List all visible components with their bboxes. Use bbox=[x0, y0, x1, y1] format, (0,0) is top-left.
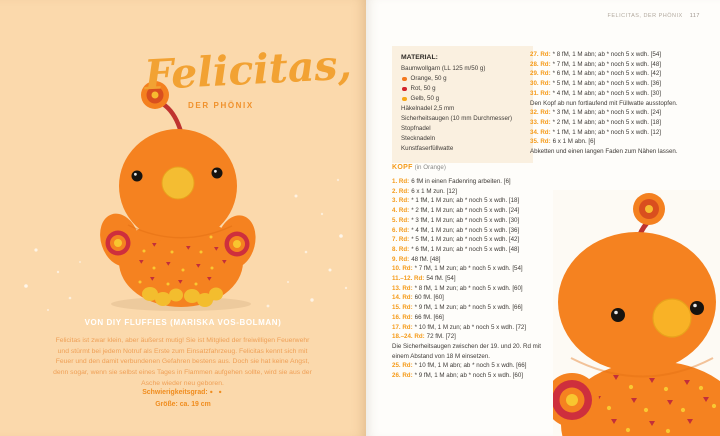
pattern-row-number: 13. Rd: bbox=[392, 284, 413, 292]
pattern-row-text: 6 fM in einen Fadenring arbeiten. [6] bbox=[411, 178, 511, 185]
pattern-column-2 bbox=[530, 50, 714, 157]
yarn-color-dot-icon bbox=[402, 87, 407, 92]
pattern-row-number: 26. Rd: bbox=[392, 372, 413, 380]
difficulty-label: Schwierigkeitsgrad: bbox=[142, 389, 208, 396]
pattern-row bbox=[392, 187, 542, 197]
pattern-row bbox=[392, 264, 542, 274]
pattern-row-text: 72 fM. [72] bbox=[426, 333, 456, 341]
pattern-row-text: * 4 fM, 1 M zun; ab * noch 5 x wdh. [36] bbox=[411, 226, 520, 234]
pattern-row-text: * 1 fM, 1 M zun; ab * noch 5 x wdh. [18] bbox=[411, 197, 520, 205]
pattern-row-number: 10. Rd: bbox=[392, 265, 413, 273]
page-title: Felicitas, bbox=[143, 40, 353, 100]
section-header bbox=[392, 164, 446, 171]
yarn-color-list bbox=[401, 74, 524, 104]
beak-icon bbox=[653, 299, 691, 337]
pattern-row-text: 6 x 1 M abn. [6] bbox=[552, 138, 596, 146]
page-number: 117 bbox=[689, 13, 700, 19]
pattern-row bbox=[530, 108, 714, 118]
pattern-row-text: * 3 fM, 1 M zun; ab * noch 5 x wdh. [30] bbox=[411, 216, 520, 224]
pattern-row-number: 7. Rd: bbox=[392, 236, 410, 244]
pattern-row-number: 11.–12. Rd: bbox=[392, 275, 425, 283]
pattern-row-number: 14. Rd: bbox=[392, 294, 413, 302]
pattern-row bbox=[392, 293, 542, 303]
pattern-row-number: 34. Rd: bbox=[530, 128, 551, 136]
yarn-color-label: Orange, 50 g bbox=[410, 75, 447, 82]
pattern-row-number: 25. Rd: bbox=[392, 362, 413, 370]
project-meta bbox=[0, 387, 366, 410]
material-item: Stecknadeln bbox=[401, 135, 436, 142]
pattern-row bbox=[392, 313, 542, 323]
pattern-row bbox=[392, 371, 542, 381]
material-box bbox=[392, 46, 533, 163]
pattern-row-number: 18.–24. Rd: bbox=[392, 333, 425, 341]
right-page bbox=[366, 0, 720, 436]
page-subtitle: DER PHÖNIX bbox=[188, 101, 254, 110]
pattern-row bbox=[392, 361, 542, 371]
yarn-color-dot-icon bbox=[402, 77, 407, 82]
pattern-row-text: * 6 fM, 1 M abn; ab * noch 5 x wdh. [42] bbox=[552, 70, 661, 78]
pattern-row-number: 16. Rd: bbox=[392, 313, 413, 321]
phoenix-closeup-photo bbox=[553, 190, 720, 436]
designer-byline: VON DIY FLUFFIES (MARISKA VOS-BOLMAN) bbox=[84, 318, 282, 327]
material-item: Sicherheitsaugen (10 mm Durchmesser) bbox=[401, 115, 513, 122]
pattern-row-text: * 8 fM, 1 M zun; ab * noch 5 x wdh. [60] bbox=[414, 284, 523, 292]
pattern-row-text: 6 x 1 M zun. [12] bbox=[411, 187, 457, 195]
pattern-row bbox=[530, 99, 714, 109]
pattern-row-number: 1. Rd: bbox=[392, 178, 410, 185]
pattern-row-text: * 5 fM, 1 M zun; ab * noch 5 x wdh. [42] bbox=[411, 236, 520, 244]
pattern-row-number: 32. Rd: bbox=[530, 109, 551, 117]
pattern-row-number: 6. Rd: bbox=[392, 226, 410, 234]
pattern-row-number: 9. Rd: bbox=[392, 255, 410, 263]
pattern-row-text: * 4 fM, 1 M abn; ab * noch 5 x wdh. [30] bbox=[552, 89, 661, 97]
pattern-row bbox=[530, 50, 714, 60]
pattern-row bbox=[530, 137, 714, 147]
pattern-row-text: * 10 fM, 1 M abn; ab * noch 5 x wdh. [66] bbox=[414, 362, 527, 370]
pattern-row-text: * 8 fM, 1 M abn; ab * noch 5 x wdh. [54] bbox=[552, 51, 661, 58]
yarn-color-item bbox=[401, 84, 524, 94]
section-color-note: (in Orange) bbox=[414, 164, 446, 171]
tool-list bbox=[401, 104, 524, 154]
running-header bbox=[608, 13, 701, 19]
pattern-row-number: 4. Rd: bbox=[392, 207, 410, 215]
material-item: Kunstfaserfüllwatte bbox=[401, 145, 454, 152]
pattern-row-number: 2. Rd: bbox=[392, 187, 410, 195]
pattern-row-number: 28. Rd: bbox=[530, 60, 551, 68]
yarn-spec: Baumwollgarn (LL 125 m/50 g) bbox=[401, 65, 486, 72]
pattern-row bbox=[530, 128, 714, 138]
pattern-row-text: 48 fM. [48] bbox=[411, 255, 441, 263]
difficulty-line bbox=[0, 387, 366, 399]
difficulty-dots-icon: ● ● bbox=[209, 389, 224, 396]
pattern-row bbox=[392, 332, 542, 342]
yarn-color-item bbox=[401, 94, 524, 104]
pattern-row-text: * 7 fM, 1 M abn; ab * noch 5 x wdh. [48] bbox=[552, 60, 661, 68]
pattern-row bbox=[392, 206, 542, 216]
section-title: KOPF bbox=[392, 164, 413, 171]
pattern-row bbox=[392, 216, 542, 226]
pattern-row-text: 66 fM. [66] bbox=[414, 313, 444, 321]
pattern-row-text: * 5 fM, 1 M abn; ab * noch 5 x wdh. [36] bbox=[552, 80, 661, 88]
size-line: Größe: ca. 19 cm bbox=[155, 400, 211, 408]
material-item: Stopfnadel bbox=[401, 125, 431, 132]
pattern-row-number: 30. Rd: bbox=[530, 80, 551, 88]
pattern-row bbox=[530, 60, 714, 70]
pattern-row bbox=[392, 245, 542, 255]
pattern-row-text: * 10 fM, 1 M zun; ab * noch 5 x wdh. [72] bbox=[414, 323, 527, 331]
pattern-row-number: 29. Rd: bbox=[530, 70, 551, 78]
running-header-title: FELICITAS, DER PHÖNIX bbox=[607, 13, 683, 19]
pattern-row bbox=[392, 196, 542, 206]
pattern-row-text: * 1 fM, 1 M abn; ab * noch 5 x wdh. [12] bbox=[552, 128, 661, 136]
pattern-row-text: Abketten und einen langen Faden zum Nähen lassen. bbox=[530, 148, 678, 156]
pattern-row-text: * 6 fM, 1 M zun; ab * noch 5 x wdh. [48] bbox=[411, 245, 520, 253]
material-item: Häkelnadel 2,5 mm bbox=[401, 105, 455, 112]
pattern-row bbox=[392, 177, 542, 187]
pattern-row bbox=[392, 235, 542, 245]
yarn-color-label: Rot, 50 g bbox=[410, 85, 436, 92]
pattern-row-text: * 9 fM, 1 M zun; ab * noch 5 x wdh. [66] bbox=[414, 304, 523, 312]
pattern-row-text: 54 fM. [54] bbox=[426, 275, 456, 283]
pattern-row bbox=[530, 89, 714, 99]
pattern-row-number: 35. Rd: bbox=[530, 138, 551, 146]
material-title: MATERIAL: bbox=[401, 54, 438, 61]
pattern-row-text: * 2 fM, 1 M zun; ab * noch 5 x wdh. [24] bbox=[411, 207, 520, 215]
pattern-row-text: * 2 fM, 1 M abn; ab * noch 5 x wdh. [18] bbox=[552, 118, 661, 126]
yarn-color-label: Gelb, 50 g bbox=[410, 95, 440, 102]
pattern-row-number: 31. Rd: bbox=[530, 89, 551, 97]
pattern-row bbox=[392, 342, 542, 361]
pattern-row bbox=[392, 284, 542, 294]
pattern-row-number: 15. Rd: bbox=[392, 304, 413, 312]
pattern-row-text: * 7 fM, 1 M zun; ab * noch 5 x wdh. [54] bbox=[414, 265, 523, 273]
pattern-row bbox=[530, 79, 714, 89]
pattern-row-text: Die Sicherheitsaugen zwischen der 19. und 20. Rd mit einem Abstand von 18 M einsetzen. bbox=[392, 342, 541, 360]
pattern-row-text: * 9 fM, 1 M abn; ab * noch 5 x wdh. [60] bbox=[414, 372, 523, 380]
pattern-row-text: Den Kopf ab nun fortlaufend mit Füllwatte ausstopfen. bbox=[530, 99, 678, 107]
antenna-stem bbox=[163, 104, 181, 132]
pattern-row bbox=[530, 118, 714, 128]
antenna-ball-icon bbox=[633, 193, 665, 225]
pattern-row-number: 27. Rd: bbox=[530, 51, 551, 58]
pattern-row-number: 3. Rd: bbox=[392, 197, 410, 205]
pattern-row-number: 8. Rd: bbox=[392, 245, 410, 253]
yarn-color-dot-icon bbox=[402, 97, 407, 102]
pattern-row bbox=[392, 323, 542, 333]
toy-head bbox=[558, 232, 716, 372]
character-description: Felicitas ist zwar klein, aber äußerst mutig! Sie ist Mitglied der freiwilligen Feuerwehr und stürmt bei jedem Notruf als Erste zum Einsatzfahrzeug. Felicitas kennt sich mit Feuer und den damit verbundenen Gefahren bestens aus. Doch sie hat keine Angst, denn sogar, wenn sie selbst eines Tages in Flammen aufgehen sollte, wird sie aus der Asche wieder neu geboren. bbox=[53, 337, 312, 387]
pattern-column-1 bbox=[392, 177, 542, 381]
beak-icon bbox=[162, 167, 194, 199]
pattern-row-number: 5. Rd: bbox=[392, 216, 410, 224]
pattern-row-text: * 3 fM, 1 M abn; ab * noch 5 x wdh. [24] bbox=[552, 109, 661, 117]
pattern-row bbox=[392, 255, 542, 265]
pattern-row bbox=[530, 69, 714, 79]
pattern-row bbox=[392, 226, 542, 236]
pattern-row bbox=[530, 147, 714, 157]
pattern-row-number: 17. Rd: bbox=[392, 323, 413, 331]
pattern-row-text: 60 fM. [60] bbox=[414, 294, 444, 302]
pattern-row bbox=[392, 303, 542, 313]
pattern-row-number: 33. Rd: bbox=[530, 118, 551, 126]
pattern-row bbox=[392, 274, 542, 284]
yarn-color-item bbox=[401, 74, 524, 84]
